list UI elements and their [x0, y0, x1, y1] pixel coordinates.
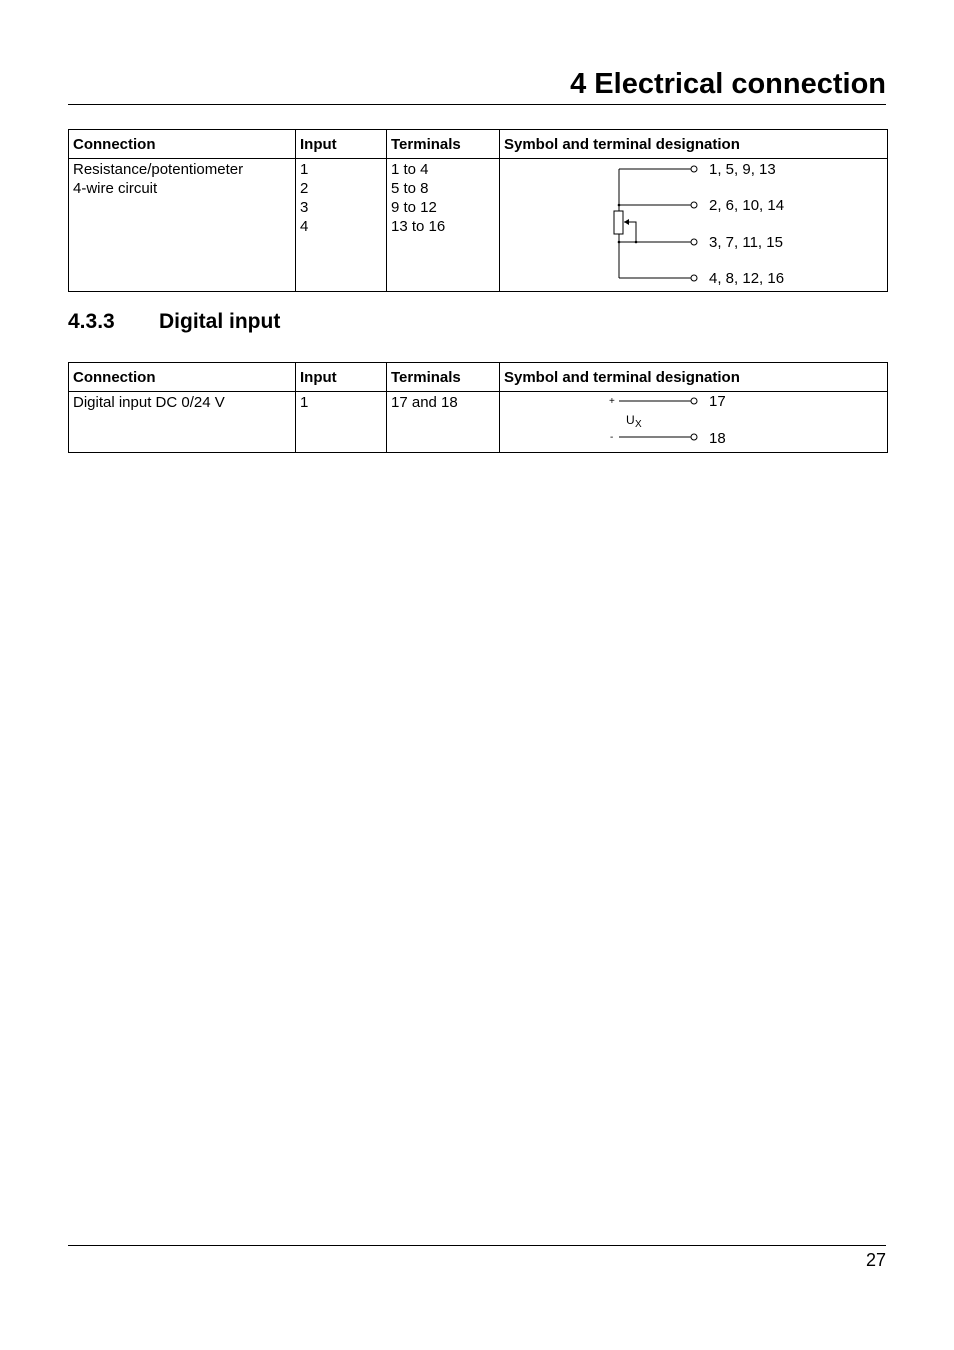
connection-table-resistance: [68, 129, 888, 292]
terminal-label: 4, 8, 12, 16: [709, 270, 785, 287]
terminal-circle: [691, 434, 697, 440]
column-header-terminals: Terminals: [387, 363, 500, 392]
column-header-input: Input: [296, 130, 387, 159]
four-wire-potentiometer-diagram: [500, 159, 887, 290]
voltage-subscript: X: [635, 419, 642, 430]
digital-input-diagram: [500, 392, 887, 451]
page-number: 27: [865, 1250, 886, 1270]
terminal-circle: [691, 202, 697, 208]
table-header-row: [69, 130, 888, 159]
voltage-symbol: U: [626, 413, 635, 427]
column-header-connection: Connection: [69, 130, 296, 159]
wiper-arrow: [624, 219, 629, 225]
footer-rule: [68, 1245, 886, 1246]
terminals-cell: 17 and 18: [387, 392, 500, 453]
column-header-symbol: Symbol and terminal designation: [500, 130, 888, 159]
terminal-circle: [691, 239, 697, 245]
terminal-label: 3, 7, 11, 15: [709, 234, 783, 251]
input-cell: 1 2 3 4: [296, 159, 387, 292]
plus-sign: +: [609, 396, 615, 407]
terminal-label: 1, 5, 9, 13: [709, 161, 776, 178]
connection-cell: Resistance/potentiometer 4-wire circuit: [69, 159, 296, 292]
section-number: 4.3.3: [68, 310, 115, 333]
column-header-connection: Connection: [69, 363, 296, 392]
connection-cell: Digital input DC 0/24 V: [69, 392, 296, 453]
column-header-input: Input: [296, 363, 387, 392]
table-row: [69, 159, 888, 292]
connection-table-digital-input: [68, 362, 888, 453]
header-rule: [68, 104, 886, 105]
input-cell: 1: [296, 392, 387, 453]
terminal-circle: [691, 398, 697, 404]
section-heading: [68, 308, 280, 336]
wiper-line: [624, 222, 636, 242]
table-row: [69, 392, 888, 453]
column-header-symbol: Symbol and terminal designation: [500, 363, 888, 392]
terminal-label: 2, 6, 10, 14: [709, 197, 785, 214]
terminal-circle: [691, 275, 697, 281]
terminal-label: 17: [709, 393, 726, 410]
minus-sign: -: [610, 432, 614, 443]
symbol-cell: [500, 392, 888, 453]
section-title: Digital input: [159, 310, 281, 333]
terminal-circle: [691, 166, 697, 172]
page-title: 4 Electrical connection: [570, 68, 886, 100]
terminals-cell: 1 to 4 5 to 8 9 to 12 13 to 16: [387, 159, 500, 292]
resistor-symbol: [614, 211, 623, 234]
terminal-label: 18: [709, 430, 726, 447]
symbol-cell: [500, 159, 888, 292]
table-header-row: [69, 363, 888, 392]
column-header-terminals: Terminals: [387, 130, 500, 159]
